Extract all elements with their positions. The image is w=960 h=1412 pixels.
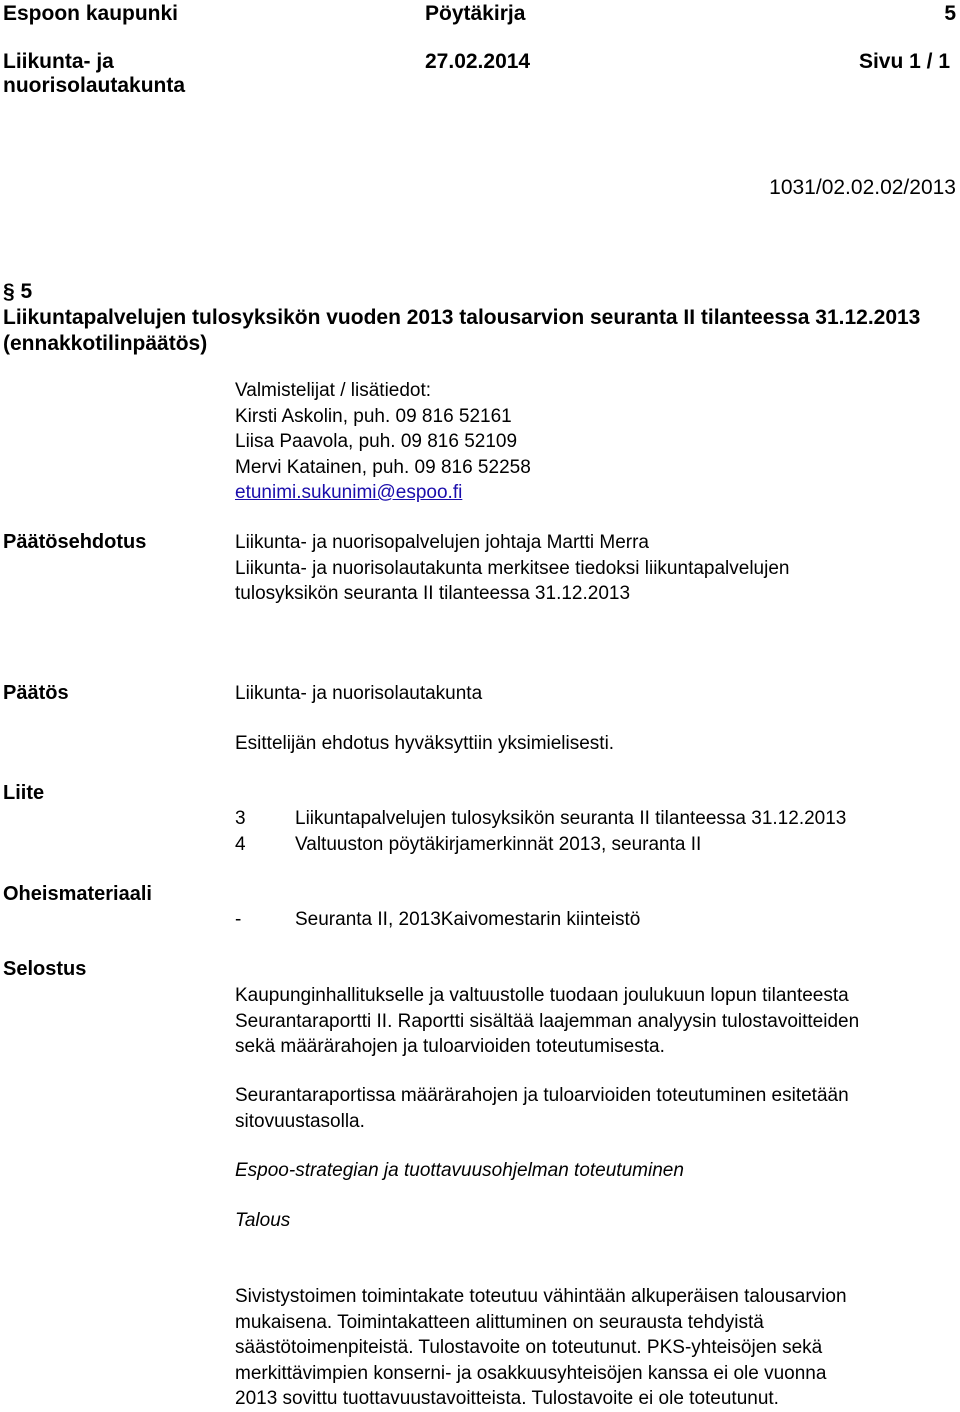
background-material-item: - Seuranta II, 2013Kaivomestarin kiinteistö <box>235 909 641 930</box>
text-line: säästötoimenpiteistä. Tulostavoite on toteutunut. PKS-yhteisöjen sekä <box>235 1337 823 1358</box>
explanation-paragraph <box>235 983 859 1060</box>
proposal-label: Päätösehdotus <box>3 531 147 553</box>
page-number: Sivu 1 / 1 <box>858 50 950 73</box>
text-line: 2013 sovittu tuottavuustavoitteista. Tulostavoite ei ole toteutunut. <box>235 1388 779 1409</box>
attachments-list <box>235 806 846 857</box>
decision-body: Liikunta- ja nuorisolautakunta <box>235 683 483 704</box>
explanation-paragraph <box>235 1083 849 1134</box>
text-line: sekä määrärahojen ja tuloarvioiden toteutumisesta. <box>235 1036 665 1057</box>
text-line: mukaisena. Toimintakatteen alittuminen on seurausta tehdyistä <box>235 1311 764 1333</box>
proposal-line: Liikunta- ja nuorisopalvelujen johtaja Martti Merra <box>235 532 649 553</box>
attachments-label: Liite <box>3 782 45 804</box>
decision-text: Esittelijän ehdotus hyväksyttiin yksimielisesti. <box>235 733 615 754</box>
title-section-sign: § 5 <box>3 280 33 303</box>
reference-number: 1031/02.02.02/2013 <box>769 176 956 199</box>
board-name-line2: nuorisolautakunta <box>3 74 186 97</box>
text-line: sitovuustasolla. <box>235 1110 365 1132</box>
proposal-line: Liikunta- ja nuorisolautakunta merkitsee tiedoksi liikuntapalvelujen <box>235 557 790 579</box>
email-link[interactable]: etunimi.sukunimi@espoo.fi <box>235 482 463 503</box>
section-number: 5 <box>944 2 956 25</box>
proposal-line: tulosyksikön seuranta II tilanteessa 31.12.2013 <box>235 583 631 604</box>
attachment-item: 3 Liikuntapalvelujen tulosyksikön seuranta II tilanteessa 31.12.2013 <box>235 808 847 829</box>
subheading-finance: Talous <box>235 1210 291 1231</box>
explanation-label: Selostus <box>3 958 87 980</box>
text-line: Kaupunginhallitukselle ja valtuustolle tuodaan joulukuun lopun tilanteesta <box>235 985 849 1006</box>
text-line: Sivistystoimen toimintakate toteutuu vähintään alkuperäisen talousarvion <box>235 1286 847 1307</box>
explanation-paragraph <box>235 1284 847 1412</box>
document-type: Pöytäkirja <box>425 2 526 25</box>
meeting-date: 27.02.2014 <box>425 50 531 73</box>
city-name: Espoon kaupunki <box>3 2 179 25</box>
preparer-contact: Liisa Paavola, puh. 09 816 52109 <box>235 431 518 452</box>
preparers-block <box>235 378 531 506</box>
decision-label: Päätös <box>3 682 69 704</box>
attachment-item: 4 Valtuuston pöytäkirjamerkinnät 2013, seuranta II <box>235 833 702 855</box>
preparers-heading: Valmistelijat / lisätiedot: <box>235 380 432 401</box>
title-line2: (ennakkotilinpäätös) <box>3 332 208 355</box>
board-name-line1: Liikunta- ja <box>3 50 114 73</box>
text-line: Seurantaraportti II. Raportti sisältää laajemman analyysin tulostavoitteiden <box>235 1010 860 1032</box>
preparer-contact: Kirsti Askolin, puh. 09 816 52161 <box>235 405 512 427</box>
proposal-text <box>235 530 789 607</box>
background-material-label: Oheismateriaali <box>3 883 152 905</box>
text-line: merkittävimpien konserni- ja osakkuusyhteisöjen kanssa ei ole vuonna <box>235 1362 827 1384</box>
preparer-contact: Mervi Katainen, puh. 09 816 52258 <box>235 456 531 478</box>
subheading-strategy: Espoo-strategian ja tuottavuusohjelman toteutuminen <box>235 1160 684 1181</box>
title-line1: Liikuntapalvelujen tulosyksikön vuoden 2013 talousarvion seuranta II tilanteessa 31.12.2013 <box>3 306 921 329</box>
text-line: Seurantaraportissa määrärahojen ja tuloarvioiden toteutuminen esitetään <box>235 1085 849 1106</box>
